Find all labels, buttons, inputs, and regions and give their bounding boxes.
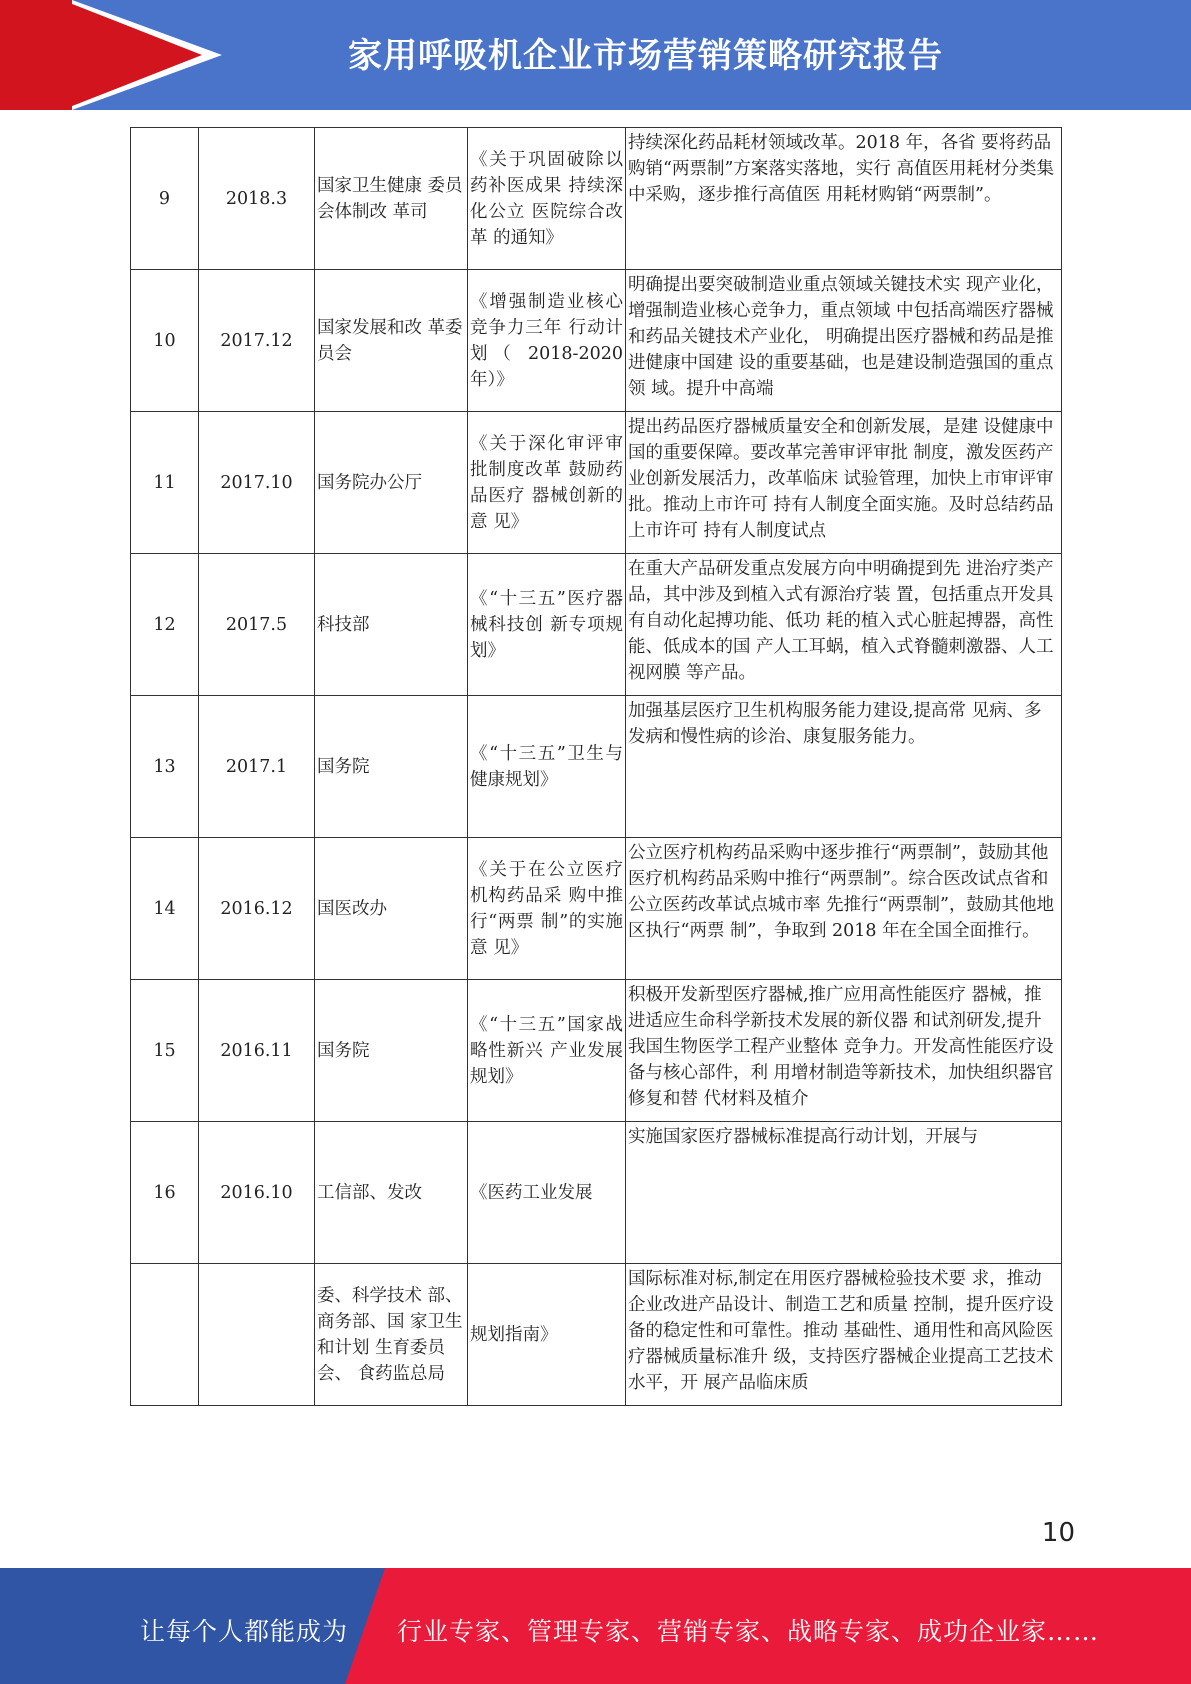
row-date — [199, 696, 315, 838]
row-document — [468, 554, 626, 696]
row-document-text: 《增强制造业核心竞争力三年 行动计划（ 2018-2020年）》 — [470, 291, 623, 390]
row-date-text: 2016.10 — [220, 1182, 293, 1203]
table-row — [131, 696, 1062, 838]
row-department — [315, 270, 468, 412]
row-number-text: 12 — [153, 614, 176, 635]
row-date — [199, 980, 315, 1122]
row-date-text: 2017.10 — [220, 472, 293, 493]
row-date-text: 2017.12 — [220, 330, 293, 351]
row-content-text: 加强基层医疗卫生机构服务能力建设,提高常 见病、多发病和慢性病的诊治、康复服务能力。 — [628, 701, 1042, 747]
row-content-text: 在重大产品研发重点发展方向中明确提到先 进治疗类产品，其中涉及到植入式有源治疗装 置，包括重点开发具有自动化起搏功能、低功 耗的植入式心脏起搏器，高性能、低成本的国 产人工耳蜗，植入式脊髓刺激器、人工视网膜 等产品。 — [628, 559, 1054, 683]
table-row — [131, 1122, 1062, 1264]
row-document — [468, 1122, 626, 1264]
row-date-text: 2017.1 — [225, 756, 288, 777]
row-department — [315, 696, 468, 838]
row-department-text: 国务院 — [317, 756, 370, 777]
row-number — [131, 554, 199, 696]
table-row — [131, 412, 1062, 554]
row-document-text: 《“十三五”国家战略性新兴 产业发展规划》 — [470, 1014, 623, 1087]
table-row — [131, 980, 1062, 1122]
row-document-text: 《“十三五”卫生与健康规划》 — [470, 743, 623, 790]
row-date — [199, 554, 315, 696]
row-department-text: 科技部 — [317, 614, 370, 635]
row-date — [199, 270, 315, 412]
row-document — [468, 412, 626, 554]
row-date-text: 2016.11 — [220, 1040, 293, 1061]
row-number — [131, 270, 199, 412]
row-date-text: 2017.5 — [225, 614, 288, 635]
row-content — [626, 980, 1062, 1122]
row-number-text: 14 — [153, 898, 176, 919]
row-document — [468, 838, 626, 980]
row-department — [315, 1122, 468, 1264]
row-department — [315, 128, 468, 270]
row-date — [199, 1264, 315, 1406]
row-document — [468, 1264, 626, 1406]
row-content — [626, 838, 1062, 980]
row-number-text: 11 — [153, 472, 176, 493]
footer-slogan-right: 行业专家、管理专家、营销专家、战略专家、成功企业家…… — [397, 1617, 1100, 1646]
row-department-text: 国医改办 — [317, 898, 387, 919]
row-number — [131, 980, 199, 1122]
row-department-text: 国务院 — [317, 1040, 370, 1061]
row-content — [626, 128, 1062, 270]
row-number — [131, 412, 199, 554]
row-document-text: 《医药工业发展 — [470, 1182, 593, 1203]
row-content — [626, 1122, 1062, 1264]
row-document — [468, 128, 626, 270]
row-department — [315, 1264, 468, 1406]
row-number — [131, 696, 199, 838]
page-title: 家用呼吸机企业市场营销策略研究报告 — [348, 36, 943, 76]
row-department-text: 委、科学技术 部、商务部、国 家卫生和计划 生育委员会、 食药监总局 — [317, 1285, 463, 1384]
row-content-text: 提出药品医疗器械质量安全和创新发展，是建 设健康中国的重要保障。要改革完善审评审批 制度，激发医药产业创新发展活力，改革临床 试验管理，加快上市审评审批。推动上市许可 持有人制度全面实施。及时总结药品上市许可 持有人制度试点 — [628, 417, 1054, 541]
row-document — [468, 980, 626, 1122]
row-date — [199, 838, 315, 980]
row-number-text: 16 — [153, 1182, 176, 1203]
row-document-text: 《关于巩固破除以药补医成果 持续深化公立 医院综合改革 的通知》 — [470, 149, 623, 248]
table-row — [131, 1264, 1062, 1406]
row-number-text: 13 — [153, 756, 176, 777]
row-date — [199, 128, 315, 270]
row-document-text: 规划指南》 — [470, 1324, 558, 1345]
row-department — [315, 412, 468, 554]
row-number-text: 10 — [153, 330, 176, 351]
row-content — [626, 696, 1062, 838]
row-content-text: 实施国家医疗器械标准提高行动计划，开展与 — [628, 1127, 978, 1147]
row-content-text: 持续深化药品耗材领域改革。2018 年，各省 要将药品购销“两票制”方案落实落地，实行 高值医用耗材分类集中采购，逐步推行高值医 用耗材购销“两票制”。 — [628, 133, 1054, 205]
row-number-text: 15 — [153, 1040, 176, 1061]
row-document — [468, 270, 626, 412]
row-number — [131, 128, 199, 270]
row-department — [315, 554, 468, 696]
row-date — [199, 1122, 315, 1264]
row-number — [131, 1264, 199, 1406]
row-number — [131, 838, 199, 980]
table-row — [131, 554, 1062, 696]
row-date-text: 2016.12 — [220, 898, 293, 919]
policy-table-body — [131, 128, 1062, 1406]
row-content — [626, 412, 1062, 554]
row-content-text: 积极开发新型医疗器械,推广应用高性能医疗 器械，推进适应生命科学新技术发展的新仪器 和试剂研发,提升我国生物医学工程产业整体 竞争力。开发高性能医疗设备与核心部件，利 用增材制造等新技术，加快组织器官修复和替 代材料及植介 — [628, 985, 1054, 1109]
row-department-text: 国家发展和改 革委员会 — [317, 317, 463, 364]
table-row — [131, 270, 1062, 412]
row-content-text: 明确提出要突破制造业重点领域关键技术实 现产业化，增强制造业核心竞争力，重点领域 中包括高端医疗器械和药品关键技术产业化， 明确提出医疗器械和药品是推进健康中国建 设的重要基础，也是建设制造强国的重点领 域。提升中高端 — [628, 275, 1054, 399]
row-number-text: 9 — [158, 188, 171, 209]
page-number: 10 — [1041, 1518, 1075, 1548]
row-content — [626, 1264, 1062, 1406]
row-content-text: 国际标准对标,制定在用医疗器械检验技术要 求，推动企业改进产品设计、制造工艺和质量 控制，提升医疗设备的稳定性和可靠性。推动 基础性、通用性和高风险医疗器械质量标准升 级，支持医疗器械企业提高工艺技术水平，开 展产品临床质 — [628, 1269, 1054, 1393]
row-department-text: 国务院办公厅 — [317, 472, 422, 493]
row-document-text: 《关于深化审评审批制度改革 鼓励药品医疗 器械创新的意 见》 — [470, 433, 623, 532]
row-department — [315, 980, 468, 1122]
row-content-text: 公立医疗机构药品采购中逐步推行“两票制”，鼓励其他医疗机构药品采购中推行“两票制”。综合医改试点省和公立医药改革试点城市率 先推行“两票制”，鼓励其他地区执行“两票 制”，争取到 2018 年在全国全面推行。 — [628, 843, 1054, 941]
row-number — [131, 1122, 199, 1264]
row-department-text: 工信部、发改 — [317, 1182, 422, 1203]
row-content — [626, 270, 1062, 412]
row-document-text: 《“十三五”医疗器械科技创 新专项规划》 — [470, 588, 623, 661]
row-department-text: 国家卫生健康 委员会体制改 革司 — [317, 175, 463, 222]
footer-slogan-left: 让每个人都能成为 — [140, 1617, 349, 1646]
row-document-text: 《关于在公立医疗机构药品采 购中推行“两票 制”的实施意 见》 — [470, 859, 623, 958]
row-department — [315, 838, 468, 980]
table-row — [131, 838, 1062, 980]
row-date-text: 2018.3 — [225, 188, 288, 209]
policy-table — [130, 127, 1062, 1406]
row-date — [199, 412, 315, 554]
table-row — [131, 128, 1062, 270]
row-content — [626, 554, 1062, 696]
row-document — [468, 696, 626, 838]
